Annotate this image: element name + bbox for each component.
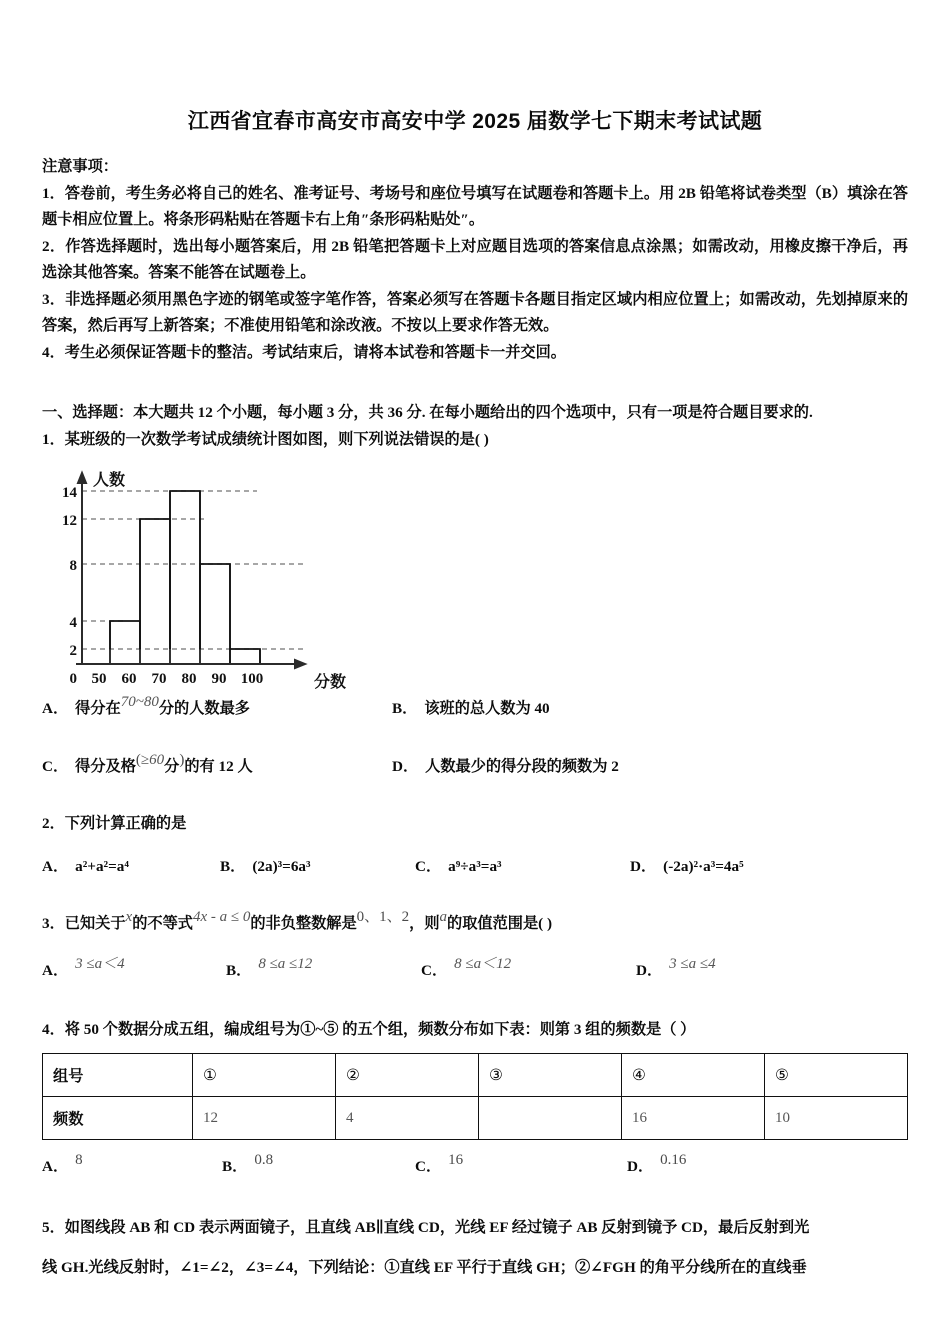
question-4-option-c[interactable] <box>415 1154 627 1180</box>
question-2-option-a[interactable] <box>42 854 220 880</box>
question-4-option-a[interactable] <box>42 1154 222 1180</box>
option-c-label: a⁹÷a³=a³ <box>448 858 502 875</box>
x-axis-arrow <box>295 660 305 668</box>
x-tick-70: 70 <box>151 671 167 687</box>
question-4-option-d[interactable] <box>627 1154 686 1180</box>
option-b-tag: B． <box>392 700 418 717</box>
notice-heading: 注意事项： <box>42 158 118 175</box>
x-tick-100: 100 <box>240 671 264 687</box>
question-3-option-d[interactable] <box>636 958 716 984</box>
q3-parameter-a: a <box>439 909 448 925</box>
option-a-tag: A． <box>42 858 69 875</box>
section-heading: 一、选择题：本大题共 12 个小题，每小题 3 分，共 36 分. 在每小题给出的四个选项中，只有一项是符合题目要求的. <box>42 404 813 421</box>
question-1-options-row-2 <box>42 754 908 780</box>
table-row-frequency <box>43 1097 908 1140</box>
question-5-line-2: 线 GH.光线反射时，∠1=∠2，∠3=∠4，下列结论：①直线 EF 平行于直线 GH；②∠FGH 的角平分线所在的直线垂 <box>42 1259 807 1276</box>
option-d-tag: D． <box>630 858 657 875</box>
group-cell-3: ③ <box>479 1054 622 1097</box>
y-axis-label: 人数 <box>93 472 126 489</box>
bar-90-100 <box>230 649 260 664</box>
y-tick-labels <box>62 485 78 687</box>
question-4-stem: 4．将 50 个数据分成五组，编成组号为①~⑤ 的五个组，频数分布如下表：则第 3 组的频数是（ ） <box>42 1021 696 1038</box>
frequency-cell-2: 4 <box>336 1097 479 1140</box>
x-tick-60: 60 <box>121 671 137 687</box>
option-a-tag: A． <box>42 700 69 717</box>
option-d-label: 3 ≤a ≤4 <box>669 956 716 972</box>
option-d-label: 人数最少的得分段的频数为 2 <box>425 758 619 775</box>
question-2-option-d[interactable] <box>630 854 744 880</box>
option-a-range: 70~80 <box>120 694 159 710</box>
option-a-tag: A． <box>42 962 69 979</box>
bar-80-90 <box>200 564 230 649</box>
q3-part-2: 的不等式 <box>132 915 193 932</box>
question-4-option-b[interactable] <box>222 1154 415 1180</box>
question-2-option-b[interactable] <box>220 854 415 880</box>
option-c-unit: 分 <box>164 758 180 775</box>
page-title: 江西省宜春市高安市高安中学 2025 届数学七下期末考试试题 <box>187 110 763 133</box>
question-3-options <box>42 958 908 984</box>
option-d-label: 0.16 <box>660 1152 687 1168</box>
option-a-suffix: 分的人数最多 <box>158 700 250 717</box>
option-c-label: 16 <box>448 1152 464 1168</box>
option-a-tag: A． <box>42 1158 69 1175</box>
question-1-stem: 1．某班级的一次数学考试成绩统计图如图，则下列说法错误的是( ) <box>42 431 489 448</box>
option-c-tag: C． <box>421 962 448 979</box>
option-d-label: (-2a)²·a³=4a⁵ <box>663 858 744 875</box>
option-c-condition: ≥60 <box>140 752 165 768</box>
score-histogram <box>52 459 352 691</box>
option-b-label: 8 ≤a ≤12 <box>258 956 313 972</box>
question-1-option-d[interactable] <box>392 754 619 780</box>
question-1-option-b[interactable] <box>392 696 550 722</box>
gridlines <box>82 491 307 649</box>
y-tick-4: 4 <box>69 615 77 631</box>
option-c-suffix: 的有 12 人 <box>184 758 253 775</box>
question-1-options-row-1 <box>42 696 908 722</box>
q3-inequality: 4x - a ≤ 0 <box>192 909 251 925</box>
y-tick-14: 14 <box>62 485 77 501</box>
question-2-options <box>42 854 908 880</box>
option-c-paren-open: ( <box>135 752 141 768</box>
notice-item-1: 1．答卷前，考生务必将自己的姓名、准考证号、考场号和座位号填写在试题卷和答题卡上。用 2B 铅笔将试卷类型（B）填涂在答题卡相应位置上。将条形码粘贴在答题卡右上角″条形码粘贴处″。 <box>42 184 908 228</box>
table-row-group-number <box>43 1054 908 1097</box>
frequency-cell-4: 16 <box>622 1097 765 1140</box>
question-1-option-a[interactable] <box>42 696 392 722</box>
histogram-svg <box>52 459 352 691</box>
option-c-tag: C． <box>415 858 442 875</box>
option-d-tag: D． <box>627 1158 654 1175</box>
notice-block <box>42 154 908 366</box>
bar-70-80 <box>170 491 200 649</box>
option-a-prefix: 得分在 <box>75 700 121 717</box>
option-c-tag: C． <box>42 758 69 775</box>
question-2-stem: 2．下列计算正确的是 <box>42 815 187 832</box>
q3-solution-set: 0、1、2 <box>356 909 410 925</box>
group-cell-1: ① <box>193 1054 336 1097</box>
row-label-group: 组号 <box>43 1054 193 1097</box>
option-b-tag: B． <box>220 858 246 875</box>
option-c-label: 8 ≤a＜12 <box>454 956 512 972</box>
bars <box>110 491 260 664</box>
option-d-tag: D． <box>392 758 419 775</box>
x-axis-label: 分数 <box>314 674 347 691</box>
y-tick-8: 8 <box>69 558 77 574</box>
option-a-label: a²+a²=a⁴ <box>75 858 129 875</box>
q3-part-5: 的取值范围是( ) <box>447 915 553 932</box>
y-tick-2: 2 <box>69 643 77 659</box>
bar-60-70 <box>140 519 170 649</box>
group-cell-2: ② <box>336 1054 479 1097</box>
option-c-paren-close: ) <box>179 752 185 768</box>
x-tick-90: 90 <box>211 671 227 687</box>
option-c-tag: C． <box>415 1158 442 1175</box>
option-b-label: 0.8 <box>254 1152 274 1168</box>
bar-baselines <box>110 491 260 664</box>
question-5-line-1: 5．如图线段 AB 和 CD 表示两面镜子，且直线 AB∥直线 CD，光线 EF 经过镜子 AB 反射到镜予 CD，最后反射到光 <box>42 1219 810 1236</box>
option-a-label: 3 ≤a＜4 <box>75 956 125 972</box>
option-c-prefix: 得分及格 <box>75 758 136 775</box>
option-b-tag: B． <box>226 962 252 979</box>
x-tick-80: 80 <box>181 671 197 687</box>
question-3-option-b[interactable] <box>226 958 421 984</box>
notice-item-3: 3．非选择题必须用黑色字迹的钢笔或签字笔作答，答案必须写在答题卡各题目指定区域内相应位置上；如需改动，先划掉原来的答案，然后再写上新答案；不准使用铅笔和涂改液。不按以上要求作答无效。 <box>42 290 908 334</box>
option-a-label: 8 <box>75 1152 83 1168</box>
frequency-table <box>42 1053 908 1140</box>
question-3-option-a[interactable] <box>42 958 226 984</box>
group-cell-4: ④ <box>622 1054 765 1097</box>
bar-50-60 <box>110 621 140 649</box>
question-1-option-c[interactable] <box>42 754 392 780</box>
q3-part-3: 的非负整数解是 <box>250 915 357 932</box>
question-4-options <box>42 1154 908 1180</box>
q3-part-4: ，则 <box>409 915 440 932</box>
frequency-cell-1: 12 <box>193 1097 336 1140</box>
y-tick-0: 0 <box>69 671 77 687</box>
option-b-label: 该班的总人数为 40 <box>424 700 550 717</box>
row-label-frequency: 频数 <box>43 1097 193 1140</box>
frequency-cell-3 <box>479 1097 622 1140</box>
group-cell-5: ⑤ <box>765 1054 908 1097</box>
notice-item-4: 4．考生必须保证答题卡的整洁。考试结束后，请将本试卷和答题卡一并交回。 <box>42 343 566 361</box>
x-tick-50: 50 <box>91 671 107 687</box>
option-b-tag: B． <box>222 1158 248 1175</box>
question-3-option-c[interactable] <box>421 958 636 984</box>
question-5-stem <box>42 1208 908 1288</box>
question-3-stem <box>42 910 908 938</box>
frequency-cell-5: 10 <box>765 1097 908 1140</box>
notice-item-2: 2．作答选择题时，选出每小题答案后，用 2B 铅笔把答题卡上对应题目选项的答案信息点涂黑；如需改动，用橡皮擦干净后，再选涂其他答案。答案不能答在试题卷上。 <box>42 237 908 281</box>
q3-variable-x: x <box>125 909 133 925</box>
q3-part-1: 3．已知关于 <box>42 915 126 932</box>
option-b-label: (2a)³=6a³ <box>252 858 311 875</box>
question-2-option-c[interactable] <box>415 854 630 880</box>
y-tick-12: 12 <box>62 513 77 529</box>
x-tick-labels <box>92 671 264 687</box>
option-d-tag: D． <box>636 962 663 979</box>
y-axis-arrow <box>78 473 86 483</box>
